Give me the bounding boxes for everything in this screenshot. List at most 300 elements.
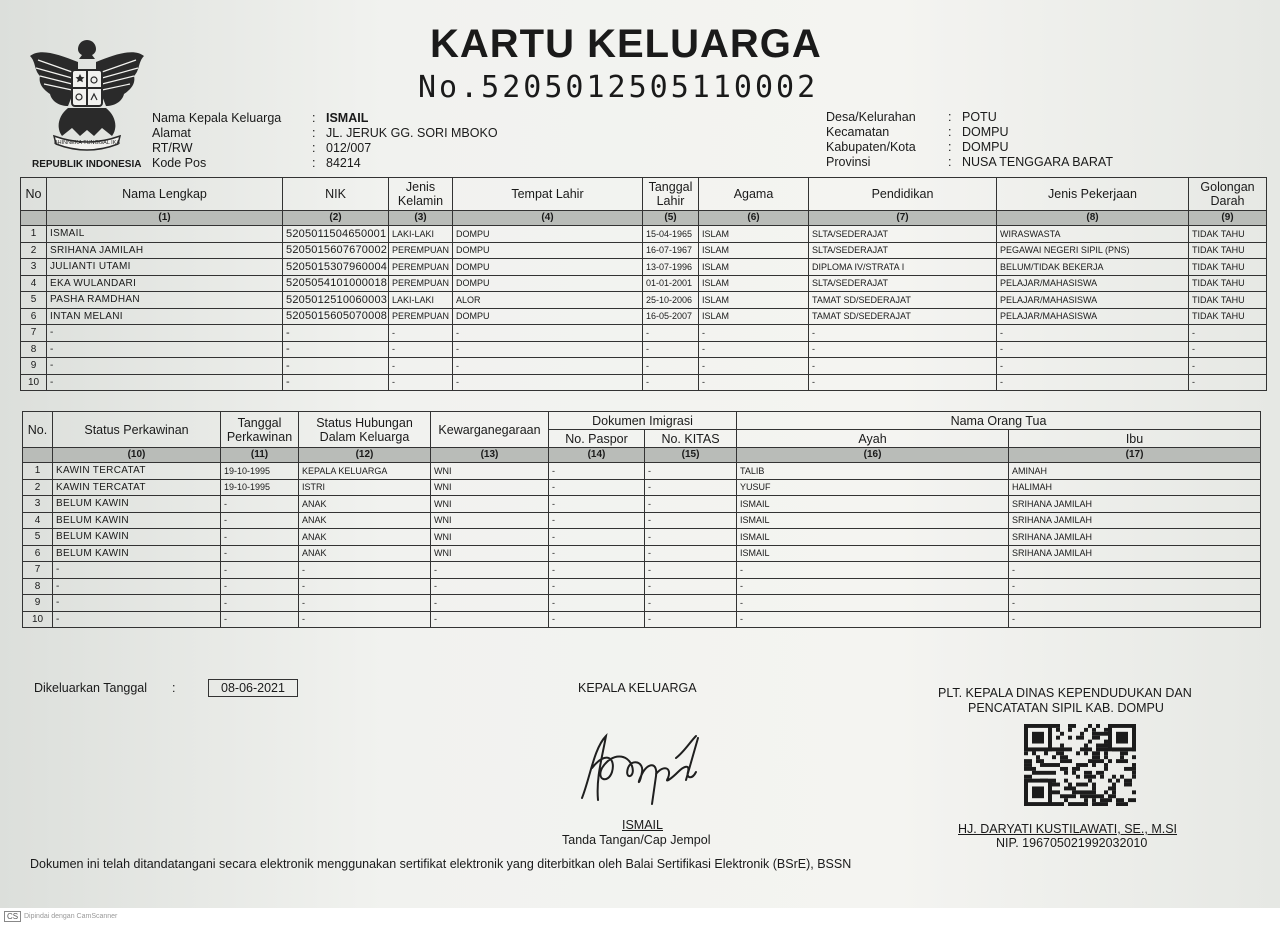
status-body	[23, 463, 1261, 628]
card-number: No.5205012505110002	[418, 70, 819, 105]
member-row	[21, 226, 1267, 243]
head-sign-label: Tanda Tangan/Cap Jempol	[562, 833, 711, 847]
colnum-blank	[21, 211, 47, 226]
table-cell: HALIMAH	[1009, 479, 1261, 496]
table-cell: SRIHANA JAMILAH	[47, 242, 283, 259]
table-cell: -	[699, 341, 809, 358]
household-info-right	[826, 110, 1113, 170]
table-cell: -	[645, 479, 737, 496]
header-no: No.	[23, 412, 53, 448]
table-cell: -	[221, 545, 299, 562]
table-cell: -	[283, 358, 389, 375]
status-row	[23, 562, 1261, 579]
table-cell: 19-10-1995	[221, 479, 299, 496]
table-cell: PEREMPUAN	[389, 275, 453, 292]
table-cell: -	[283, 374, 389, 391]
table-cell: -	[431, 578, 549, 595]
member-row	[21, 292, 1267, 309]
scanner-badge: CS	[4, 911, 21, 922]
garuda-emblem-icon	[28, 36, 146, 156]
table-cell: 5	[23, 529, 53, 546]
table-cell: -	[645, 562, 737, 579]
table-cell: -	[299, 562, 431, 579]
table-cell: 5205015605070008	[283, 308, 389, 325]
table-cell: WNI	[431, 529, 549, 546]
official-nip: NIP. 196705021992032010	[996, 836, 1148, 850]
member-row	[21, 325, 1267, 342]
colnum: (3)	[389, 211, 453, 226]
table-cell: TAMAT SD/SEDERAJAT	[809, 292, 997, 309]
table-cell: -	[299, 595, 431, 612]
table-cell: 5205012510060003	[283, 292, 389, 309]
table-cell: -	[699, 358, 809, 375]
members-colnum-row	[21, 211, 1267, 226]
header-nama-orang-tua: Nama Orang Tua	[737, 412, 1261, 430]
emblem-label: REPUBLIK INDONESIA	[32, 159, 142, 170]
table-cell: ISMAIL	[737, 512, 1009, 529]
table-cell: PELAJAR/MAHASISWA	[997, 292, 1189, 309]
table-cell: 15-04-1965	[643, 226, 699, 243]
table-cell: -	[737, 578, 1009, 595]
info-colon: :	[948, 110, 952, 124]
table-cell: SLTA/SEDERAJAT	[809, 226, 997, 243]
colnum: (2)	[283, 211, 389, 226]
table-cell: -	[389, 325, 453, 342]
table-cell: 13-07-1996	[643, 259, 699, 276]
table-cell: TIDAK TAHU	[1189, 259, 1267, 276]
table-cell: -	[431, 611, 549, 628]
table-cell: KAWIN TERCATAT	[53, 463, 221, 480]
info-label: Kabupaten/Kota	[826, 140, 916, 154]
table-cell: -	[389, 341, 453, 358]
member-row	[21, 374, 1267, 391]
table-cell: SLTA/SEDERAJAT	[809, 242, 997, 259]
info-row-postcode	[152, 156, 498, 171]
header-tanggal-lahir: Tanggal Lahir	[643, 178, 699, 211]
issued-colon: :	[172, 681, 176, 695]
table-cell: 2	[21, 242, 47, 259]
info-label: Kode Pos	[152, 156, 207, 170]
table-cell: -	[221, 512, 299, 529]
table-cell: SRIHANA JAMILAH	[1009, 512, 1261, 529]
status-row	[23, 463, 1261, 480]
table-cell: -	[809, 325, 997, 342]
table-cell: -	[53, 595, 221, 612]
info-colon: :	[312, 126, 316, 140]
info-row-head	[152, 111, 498, 126]
table-cell: -	[549, 562, 645, 579]
table-cell: 7	[21, 325, 47, 342]
table-cell: -	[1009, 562, 1261, 579]
table-cell: -	[809, 374, 997, 391]
table-cell: 8	[21, 341, 47, 358]
header-status-hubungan: Status Hubungan Dalam Keluarga	[299, 412, 431, 448]
electronic-signature-note: Dokumen ini telah ditandatangani secara elektronik menggunakan sertifikat elektronik yang diterbitkan oleh Balai Sertifikasi Elektronik (BSrE), BSSN	[30, 857, 852, 871]
table-cell: ANAK	[299, 545, 431, 562]
scanner-text: Dipindai dengan CamScanner	[24, 913, 118, 920]
table-cell: 4	[23, 512, 53, 529]
header-jenis-kelamin: Jenis Kelamin	[389, 178, 453, 211]
table-cell: ISLAM	[699, 308, 809, 325]
info-value: POTU	[962, 110, 997, 124]
table-cell: -	[645, 595, 737, 612]
table-cell: ISMAIL	[737, 529, 1009, 546]
table-cell: JULIANTI UTAMI	[47, 259, 283, 276]
official-title-line-1: PLT. KEPALA DINAS KEPENDUDUKAN DAN	[938, 686, 1192, 700]
table-cell: TIDAK TAHU	[1189, 226, 1267, 243]
table-cell: -	[645, 578, 737, 595]
status-row	[23, 578, 1261, 595]
table-cell: -	[453, 325, 643, 342]
table-cell: BELUM KAWIN	[53, 529, 221, 546]
table-cell: -	[431, 595, 549, 612]
table-cell: -	[47, 374, 283, 391]
table-cell: EKA WULANDARI	[47, 275, 283, 292]
table-cell: 9	[23, 595, 53, 612]
table-cell: TAMAT SD/SEDERAJAT	[809, 308, 997, 325]
table-cell: -	[549, 496, 645, 513]
table-cell: -	[997, 358, 1189, 375]
table-cell: -	[283, 341, 389, 358]
table-cell: DOMPU	[453, 242, 643, 259]
table-cell: PELAJAR/MAHASISWA	[997, 308, 1189, 325]
table-cell: WNI	[431, 479, 549, 496]
document-title: KARTU KELUARGA	[430, 22, 822, 66]
table-cell: ALOR	[453, 292, 643, 309]
head-name: ISMAIL	[622, 818, 663, 832]
table-cell: -	[283, 325, 389, 342]
table-cell: LAKI-LAKI	[389, 226, 453, 243]
table-cell: -	[645, 512, 737, 529]
table-cell: BELUM KAWIN	[53, 545, 221, 562]
table-cell: -	[221, 578, 299, 595]
colnum: (7)	[809, 211, 997, 226]
table-cell: 5205015307960004	[283, 259, 389, 276]
table-cell: DOMPU	[453, 226, 643, 243]
table-cell: -	[431, 562, 549, 579]
status-row	[23, 496, 1261, 513]
info-value: 012/007	[326, 141, 372, 155]
table-cell: 19-10-1995	[221, 463, 299, 480]
table-cell: 5	[21, 292, 47, 309]
colnum: (16)	[737, 448, 1009, 463]
table-cell: -	[549, 512, 645, 529]
colnum: (17)	[1009, 448, 1261, 463]
table-cell: PELAJAR/MAHASISWA	[997, 275, 1189, 292]
table-cell: 6	[23, 545, 53, 562]
scanner-watermark-strip	[0, 908, 1280, 928]
table-cell: PEREMPUAN	[389, 242, 453, 259]
table-cell: -	[221, 595, 299, 612]
table-cell: ISLAM	[699, 242, 809, 259]
info-row-rtrw	[152, 141, 498, 156]
table-cell: -	[221, 611, 299, 628]
colnum: (9)	[1189, 211, 1267, 226]
table-cell: ISTRI	[299, 479, 431, 496]
table-cell: 10	[23, 611, 53, 628]
info-colon: :	[948, 140, 952, 154]
table-cell: -	[1009, 578, 1261, 595]
colnum: (8)	[997, 211, 1189, 226]
info-colon: :	[312, 141, 316, 155]
header-tempat-lahir: Tempat Lahir	[453, 178, 643, 211]
table-cell: 7	[23, 562, 53, 579]
table-cell: KAWIN TERCATAT	[53, 479, 221, 496]
table-cell: -	[645, 611, 737, 628]
table-cell: -	[47, 325, 283, 342]
header-agama: Agama	[699, 178, 809, 211]
member-row	[21, 275, 1267, 292]
status-row	[23, 595, 1261, 612]
table-cell: 5205015607670002	[283, 242, 389, 259]
table-cell: -	[549, 578, 645, 595]
member-row	[21, 259, 1267, 276]
header-nama: Nama Lengkap	[47, 178, 283, 211]
table-cell: 3	[23, 496, 53, 513]
table-cell: SRIHANA JAMILAH	[1009, 529, 1261, 546]
info-label: RT/RW	[152, 141, 193, 155]
table-cell: -	[549, 529, 645, 546]
table-cell: WIRASWASTA	[997, 226, 1189, 243]
table-cell: PEREMPUAN	[389, 308, 453, 325]
table-cell: TIDAK TAHU	[1189, 292, 1267, 309]
header-kewarganegaraan: Kewarganegaraan	[431, 412, 549, 448]
table-cell: ISLAM	[699, 226, 809, 243]
table-cell: -	[645, 545, 737, 562]
table-cell: 4	[21, 275, 47, 292]
colnum: (14)	[549, 448, 645, 463]
info-row-province	[826, 155, 1113, 170]
table-cell: ISLAM	[699, 292, 809, 309]
info-row-regency	[826, 140, 1113, 155]
table-cell: 16-07-1967	[643, 242, 699, 259]
header-pekerjaan: Jenis Pekerjaan	[997, 178, 1189, 211]
table-cell: -	[221, 562, 299, 579]
table-cell: -	[997, 341, 1189, 358]
table-cell: ISMAIL	[47, 226, 283, 243]
table-cell: DIPLOMA IV/STRATA I	[809, 259, 997, 276]
table-cell: SLTA/SEDERAJAT	[809, 275, 997, 292]
table-cell: -	[221, 529, 299, 546]
header-status-perkawinan: Status Perkawinan	[53, 412, 221, 448]
table-cell: TALIB	[737, 463, 1009, 480]
table-cell: TIDAK TAHU	[1189, 275, 1267, 292]
status-row	[23, 479, 1261, 496]
table-cell: -	[1189, 341, 1267, 358]
status-colnum-row	[23, 448, 1261, 463]
table-cell: -	[997, 325, 1189, 342]
table-cell: 10	[21, 374, 47, 391]
status-row	[23, 512, 1261, 529]
info-label: Provinsi	[826, 155, 871, 169]
table-cell: -	[645, 496, 737, 513]
colnum: (6)	[699, 211, 809, 226]
table-cell: DOMPU	[453, 259, 643, 276]
table-cell: -	[737, 562, 1009, 579]
colnum: (13)	[431, 448, 549, 463]
table-cell: -	[549, 545, 645, 562]
table-cell: ISLAM	[699, 275, 809, 292]
table-cell: 25-10-2006	[643, 292, 699, 309]
table-cell: -	[47, 358, 283, 375]
table-cell: WNI	[431, 545, 549, 562]
table-cell: -	[389, 374, 453, 391]
table-cell: BELUM KAWIN	[53, 512, 221, 529]
table-cell: WNI	[431, 512, 549, 529]
table-cell: -	[53, 578, 221, 595]
table-cell: -	[53, 562, 221, 579]
header-tanggal-perkawinan: Tanggal Perkawinan	[221, 412, 299, 448]
table-cell: -	[299, 578, 431, 595]
status-row	[23, 611, 1261, 628]
table-cell: INTAN MELANI	[47, 308, 283, 325]
table-cell: -	[737, 611, 1009, 628]
table-cell: WNI	[431, 463, 549, 480]
colnum: (10)	[53, 448, 221, 463]
info-colon: :	[312, 111, 316, 125]
table-cell: -	[1189, 325, 1267, 342]
table-cell: -	[1189, 374, 1267, 391]
table-cell: DOMPU	[453, 275, 643, 292]
table-cell: 6	[21, 308, 47, 325]
table-cell: -	[809, 358, 997, 375]
table-cell: ANAK	[299, 529, 431, 546]
info-label: Desa/Kelurahan	[826, 110, 916, 124]
colnum: (5)	[643, 211, 699, 226]
table-cell: -	[1009, 595, 1261, 612]
table-cell: KEPALA KELUARGA	[299, 463, 431, 480]
table-cell: -	[1009, 611, 1261, 628]
table-cell: ISMAIL	[737, 496, 1009, 513]
info-value: DOMPU	[962, 125, 1009, 139]
info-label: Alamat	[152, 126, 191, 140]
info-row-village	[826, 110, 1113, 125]
table-cell: -	[997, 374, 1189, 391]
info-colon: :	[948, 125, 952, 139]
table-cell: TIDAK TAHU	[1189, 308, 1267, 325]
table-cell: -	[549, 479, 645, 496]
table-cell: 16-05-2007	[643, 308, 699, 325]
header-ayah: Ayah	[737, 430, 1009, 448]
table-cell: -	[549, 463, 645, 480]
member-row	[21, 358, 1267, 375]
table-cell: -	[299, 611, 431, 628]
header-pendidikan: Pendidikan	[809, 178, 997, 211]
table-cell: 01-01-2001	[643, 275, 699, 292]
members-body	[21, 226, 1267, 391]
issued-label: Dikeluarkan Tanggal	[34, 681, 148, 695]
members-header-row	[21, 178, 1267, 211]
table-cell: AMINAH	[1009, 463, 1261, 480]
colnum-blank	[23, 448, 53, 463]
table-cell: PASHA RAMDHAN	[47, 292, 283, 309]
status-header-row-1	[23, 412, 1261, 430]
info-value: NUSA TENGGARA BARAT	[962, 155, 1113, 169]
table-cell: -	[389, 358, 453, 375]
table-cell: -	[643, 374, 699, 391]
member-row	[21, 242, 1267, 259]
table-cell: -	[549, 611, 645, 628]
info-colon: :	[948, 155, 952, 169]
status-row	[23, 529, 1261, 546]
member-row	[21, 308, 1267, 325]
table-cell: SRIHANA JAMILAH	[1009, 496, 1261, 513]
official-name: HJ. DARYATI KUSTILAWATI, SE., M.SI	[958, 822, 1178, 836]
table-cell: 2	[23, 479, 53, 496]
table-cell: -	[643, 358, 699, 375]
members-table	[20, 177, 1267, 391]
table-cell: 3	[21, 259, 47, 276]
official-title-line-2: PENCATATAN SIPIL KAB. DOMPU	[968, 701, 1164, 715]
table-cell: 5205054101000018	[283, 275, 389, 292]
table-cell: -	[1189, 358, 1267, 375]
colnum: (11)	[221, 448, 299, 463]
info-value: JL. JERUK GG. SORI MBOKO	[326, 126, 498, 140]
table-cell: ANAK	[299, 496, 431, 513]
table-cell: -	[699, 325, 809, 342]
head-title: KEPALA KELUARGA	[578, 681, 697, 695]
colnum: (12)	[299, 448, 431, 463]
header-dokumen-imigrasi: Dokumen Imigrasi	[549, 412, 737, 430]
info-colon: :	[312, 156, 316, 170]
info-label: Nama Kepala Keluarga	[152, 111, 282, 125]
table-cell: -	[809, 341, 997, 358]
table-cell: -	[47, 341, 283, 358]
table-cell: -	[549, 595, 645, 612]
issued-date: 08-06-2021	[208, 679, 298, 697]
table-cell: ANAK	[299, 512, 431, 529]
header-no-paspor: No. Paspor	[549, 430, 645, 448]
member-row	[21, 341, 1267, 358]
info-value: 84214	[326, 156, 361, 170]
table-cell: -	[453, 358, 643, 375]
colnum: (4)	[453, 211, 643, 226]
status-row	[23, 545, 1261, 562]
info-value: DOMPU	[962, 140, 1009, 154]
table-cell: -	[699, 374, 809, 391]
table-cell: PEGAWAI NEGERI SIPIL (PNS)	[997, 242, 1189, 259]
table-cell: -	[453, 341, 643, 358]
household-info-left	[152, 111, 498, 171]
table-cell: -	[737, 595, 1009, 612]
table-cell: WNI	[431, 496, 549, 513]
info-row-address	[152, 126, 498, 141]
table-cell: LAKI-LAKI	[389, 292, 453, 309]
table-cell: YUSUF	[737, 479, 1009, 496]
status-table	[22, 411, 1261, 628]
table-cell: DOMPU	[453, 308, 643, 325]
colnum: (15)	[645, 448, 737, 463]
emblem-motto: BHINNEKA TUNGGAL IKA	[53, 140, 121, 146]
table-cell: -	[221, 496, 299, 513]
info-label: Kecamatan	[826, 125, 890, 139]
header-no-kitas: No. KITAS	[645, 430, 737, 448]
table-cell: 5205011504650001	[283, 226, 389, 243]
signature-icon	[572, 728, 712, 808]
table-cell: 1	[23, 463, 53, 480]
table-cell: -	[453, 374, 643, 391]
table-cell: ISMAIL	[737, 545, 1009, 562]
table-cell: -	[643, 341, 699, 358]
table-cell: 1	[21, 226, 47, 243]
table-cell: 8	[23, 578, 53, 595]
table-cell: PEREMPUAN	[389, 259, 453, 276]
info-row-district	[826, 125, 1113, 140]
table-cell: 9	[21, 358, 47, 375]
qr-code-icon	[1024, 724, 1136, 806]
table-cell: -	[645, 529, 737, 546]
table-cell: -	[643, 325, 699, 342]
